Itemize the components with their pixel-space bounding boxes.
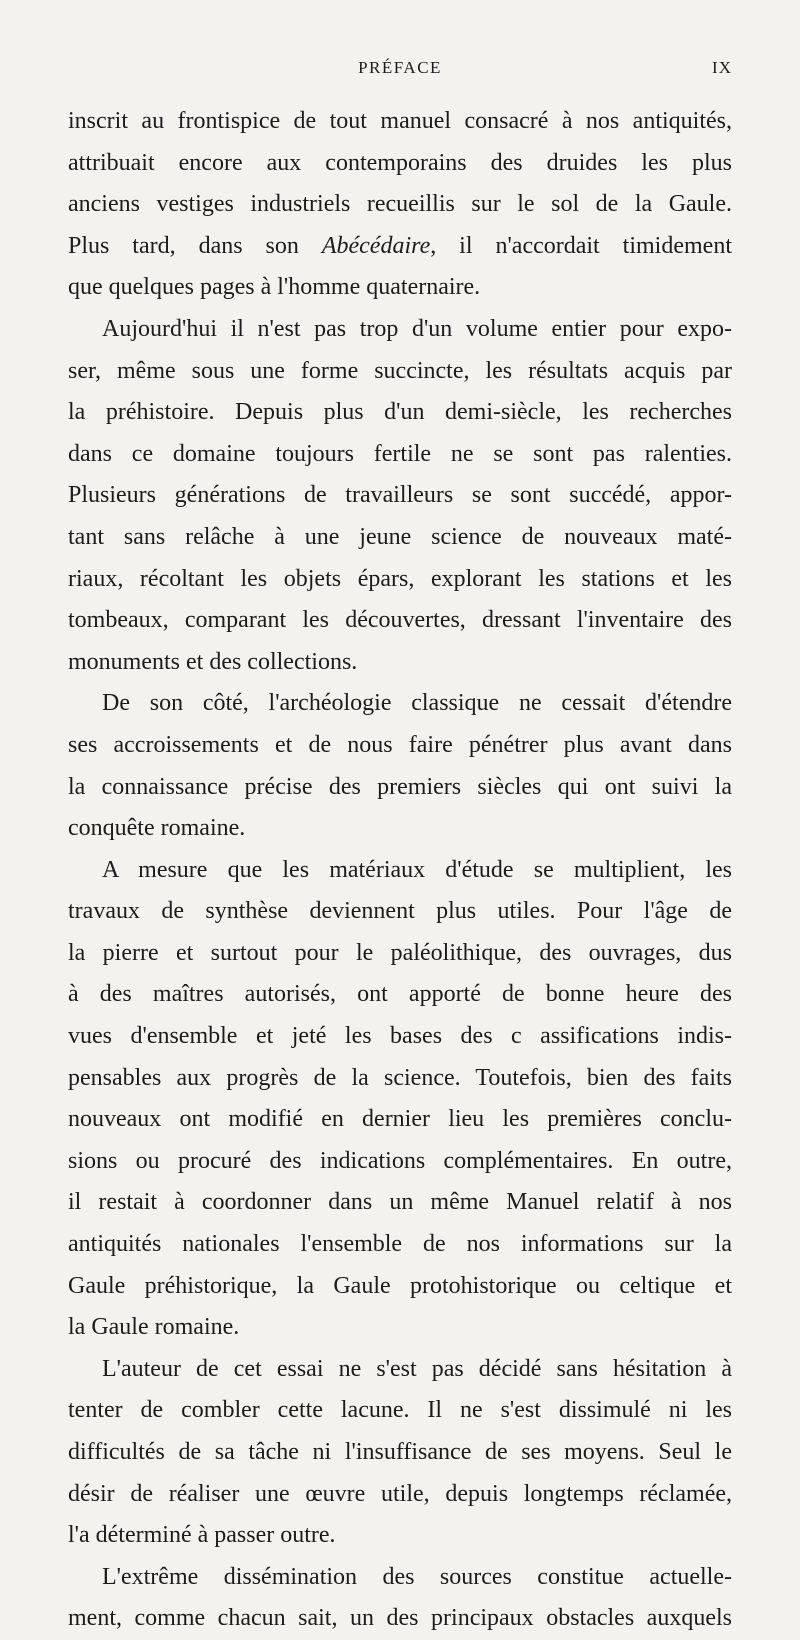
text-line: vues d'ensemble et jeté les bases des c assifications indis-: [68, 1023, 732, 1050]
text-line: antiquités nationales l'ensemble de nos informations sur la: [68, 1231, 732, 1258]
text-line: ser, même sous une forme succincte, les résultats acquis par: [68, 357, 732, 384]
text-line: la Gaule romaine.: [68, 1314, 240, 1341]
text-line: difficultés de sa tâche ni l'insuffisance de ses moyens. Seul le: [68, 1439, 732, 1465]
text-line: la préhistoire. Depuis plus d'un demi-siècle, les recherches: [68, 399, 732, 426]
text-run: , il n'accordait timidement: [430, 232, 732, 259]
text-line: A mesure que les matériaux d'étude se multiplient, les: [102, 856, 732, 883]
text-line: [68, 226, 732, 268]
text-line: la pierre et surtout pour le paléolithique, des ouvrages, dus: [68, 939, 732, 966]
text-line: l'a déterminé à passer outre.: [68, 1522, 336, 1549]
text-line: Plusieurs générations de travailleurs se sont succédé, appor-: [68, 482, 732, 509]
text-line: L'auteur de cet essai ne s'est pas décidé sans hésitation à: [102, 1355, 732, 1382]
text-line: sions ou procuré des indications complémentaires. En outre,: [68, 1147, 732, 1174]
text-line: De son côté, l'archéologie classique ne cessait d'étendre: [102, 690, 732, 717]
text-line: tant sans relâche à une jeune science de nouveaux maté-: [68, 523, 732, 550]
text-line: monuments et des collections.: [68, 648, 358, 675]
text-line: attribuait encore aux contemporains des druides les plus: [68, 149, 732, 176]
text-line: il restait à coordonner dans un même Manuel relatif à nos: [68, 1189, 732, 1216]
text-line: désir de réaliser une œuvre utile, depuis longtemps réclamée,: [68, 1480, 732, 1507]
book-title-italic: Abécédaire: [321, 232, 431, 259]
text-line: travaux de synthèse deviennent plus utiles. Pour l'âge de: [68, 898, 732, 925]
text-line: Gaule préhistorique, la Gaule protohistorique ou celtique et: [68, 1272, 732, 1299]
text-line: inscrit au frontispice de tout manuel consacré à nos antiquités,: [68, 108, 732, 134]
text-run: Plus tard, dans son: [68, 232, 322, 259]
text-line: nouveaux ont modifié en dernier lieu les premières conclu-: [68, 1106, 732, 1133]
text-line: que quelques pages à l'homme quaternaire.: [68, 274, 481, 301]
page-number: IX: [712, 58, 732, 77]
text-line: ment, comme chacun sait, un des principaux obstacles auxquels: [68, 1605, 732, 1632]
text-line: tenter de combler cette lacune. Il ne s'est dissimulé ni les: [68, 1397, 732, 1424]
text-line: Aujourd'hui il n'est pas trop d'un volume entier pour expo-: [102, 315, 732, 342]
text-line: anciens vestiges industriels recueillis sur le sol de la Gaule.: [68, 191, 732, 218]
text-line: conquête romaine.: [68, 815, 246, 842]
text-line: à des maîtres autorisés, ont apporté de bonne heure des: [68, 981, 732, 1008]
text-line: pensables aux progrès de la science. Toutefois, bien des faits: [68, 1064, 732, 1091]
text-line: tombeaux, comparant les découvertes, dressant l'inventaire des: [68, 607, 732, 634]
text-line: L'extrême dissémination des sources constitue actuelle-: [102, 1563, 732, 1590]
text-line: riaux, récoltant les objets épars, explorant les stations et les: [68, 565, 732, 592]
text-line: la connaissance précise des premiers siècles qui ont suivi la: [68, 773, 732, 800]
body-text: [68, 101, 732, 1640]
running-head: [68, 58, 732, 88]
running-title: PRÉFACE: [358, 58, 442, 77]
text-line: ses accroissements et de nous faire pénétrer plus avant dans: [68, 731, 732, 758]
text-line: dans ce domaine toujours fertile ne se sont pas ralenties.: [68, 440, 732, 467]
